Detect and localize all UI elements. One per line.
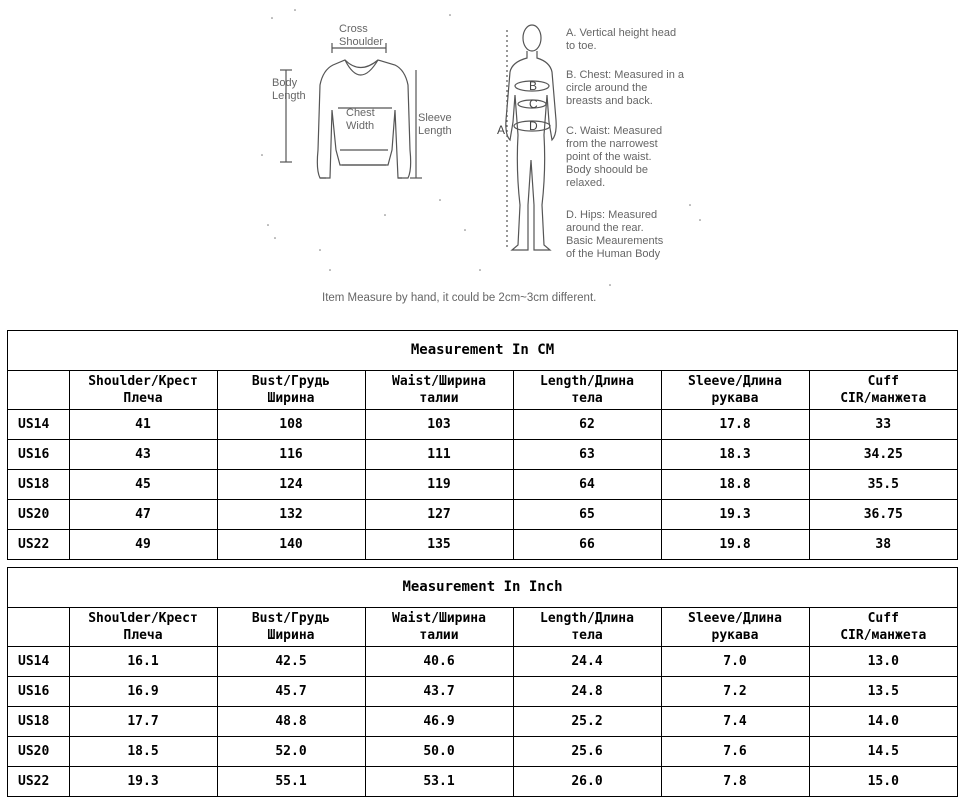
header-length: Length/Длина тела xyxy=(513,371,661,410)
table-row xyxy=(8,500,957,530)
value-cell: 24.4 xyxy=(513,647,661,677)
cross-shoulder-label: Cross Shoulder xyxy=(339,23,384,48)
note-b: B. Chest: Measured in a circle around the breasts and back. xyxy=(566,69,685,107)
header-length: Length/Длина тела xyxy=(513,608,661,647)
table-row xyxy=(8,677,957,707)
value-cell: 119 xyxy=(365,470,513,500)
value-cell: 127 xyxy=(365,500,513,530)
size-cell: US18 xyxy=(8,470,69,500)
value-cell: 65 xyxy=(513,500,661,530)
body-letter-a: A xyxy=(497,123,506,137)
header-shoulder: Shoulder/Крест Плеча xyxy=(69,371,217,410)
value-cell: 45.7 xyxy=(217,677,365,707)
value-cell: 25.6 xyxy=(513,737,661,767)
size-cell: US22 xyxy=(8,767,69,797)
sweater-and-body-illustration xyxy=(0,0,962,320)
size-cell: US16 xyxy=(8,677,69,707)
value-cell: 7.6 xyxy=(661,737,809,767)
header-shoulder: Shoulder/Крест Плеча xyxy=(69,608,217,647)
cm-table xyxy=(7,330,958,560)
inch-table-title: Measurement In Inch xyxy=(8,568,957,608)
value-cell: 16.9 xyxy=(69,677,217,707)
header-sleeve: Sleeve/Длина рукава xyxy=(661,608,809,647)
value-cell: 19.3 xyxy=(69,767,217,797)
value-cell: 35.5 xyxy=(809,470,957,500)
value-cell: 140 xyxy=(217,530,365,560)
cm-table-title: Measurement In CM xyxy=(8,331,957,371)
value-cell: 47 xyxy=(69,500,217,530)
table-row xyxy=(8,707,957,737)
header-cell xyxy=(8,371,69,410)
header-waist: Waist/Ширина талии xyxy=(365,371,513,410)
table-row xyxy=(8,647,957,677)
header-waist: Waist/Ширина талии xyxy=(365,608,513,647)
value-cell: 43 xyxy=(69,440,217,470)
size-cell: US22 xyxy=(8,530,69,560)
value-cell: 7.0 xyxy=(661,647,809,677)
value-cell: 111 xyxy=(365,440,513,470)
value-cell: 48.8 xyxy=(217,707,365,737)
value-cell: 52.0 xyxy=(217,737,365,767)
value-cell: 7.2 xyxy=(661,677,809,707)
size-cell: US16 xyxy=(8,440,69,470)
header-bust: Bust/Грудь Ширина xyxy=(217,608,365,647)
value-cell: 18.5 xyxy=(69,737,217,767)
sleeve-length-label: Sleeve Length xyxy=(418,112,452,137)
measurement-diagram xyxy=(0,0,962,320)
value-cell: 50.0 xyxy=(365,737,513,767)
value-cell: 66 xyxy=(513,530,661,560)
size-cell: US20 xyxy=(8,500,69,530)
value-cell: 24.8 xyxy=(513,677,661,707)
note-c: C. Waist: Measured from the narrowest point of the waist. Body shoould be relaxed. xyxy=(566,125,663,189)
value-cell: 25.2 xyxy=(513,707,661,737)
value-cell: 7.4 xyxy=(661,707,809,737)
table-row xyxy=(8,410,957,440)
cm-header-row xyxy=(8,371,957,410)
value-cell: 15.0 xyxy=(809,767,957,797)
table-row xyxy=(8,470,957,500)
value-cell: 16.1 xyxy=(69,647,217,677)
value-cell: 7.8 xyxy=(661,767,809,797)
value-cell: 46.9 xyxy=(365,707,513,737)
value-cell: 18.3 xyxy=(661,440,809,470)
chest-width-label: Chest Width xyxy=(346,107,375,132)
value-cell: 63 xyxy=(513,440,661,470)
value-cell: 64 xyxy=(513,470,661,500)
table-row xyxy=(8,440,957,470)
header-cell xyxy=(8,608,69,647)
value-cell: 45 xyxy=(69,470,217,500)
value-cell: 19.3 xyxy=(661,500,809,530)
value-cell: 34.25 xyxy=(809,440,957,470)
size-cell: US20 xyxy=(8,737,69,767)
value-cell: 49 xyxy=(69,530,217,560)
value-cell: 17.8 xyxy=(661,410,809,440)
body-letter-c: C xyxy=(529,97,538,111)
value-cell: 14.0 xyxy=(809,707,957,737)
note-a: A. Vertical height head to toe. xyxy=(566,27,677,52)
value-cell: 103 xyxy=(365,410,513,440)
measurement-footnote: Item Measure by hand, it could be 2cm~3cm different. xyxy=(322,292,597,304)
value-cell: 62 xyxy=(513,410,661,440)
note-d: D. Hips: Measured around the rear. Basic Meaurements of the Human Body xyxy=(566,209,664,260)
body-letter-b: B xyxy=(529,79,538,93)
value-cell: 26.0 xyxy=(513,767,661,797)
size-cell: US18 xyxy=(8,707,69,737)
value-cell: 13.0 xyxy=(809,647,957,677)
inch-header-row xyxy=(8,608,957,647)
value-cell: 17.7 xyxy=(69,707,217,737)
value-cell: 13.5 xyxy=(809,677,957,707)
header-cuff: Cuff CIR/манжета xyxy=(809,608,957,647)
value-cell: 19.8 xyxy=(661,530,809,560)
value-cell: 108 xyxy=(217,410,365,440)
value-cell: 116 xyxy=(217,440,365,470)
value-cell: 33 xyxy=(809,410,957,440)
size-cell: US14 xyxy=(8,647,69,677)
header-sleeve: Sleeve/Длина рукава xyxy=(661,371,809,410)
body-length-label: Body Length xyxy=(272,77,306,102)
value-cell: 43.7 xyxy=(365,677,513,707)
value-cell: 42.5 xyxy=(217,647,365,677)
inch-table xyxy=(7,567,958,797)
header-bust: Bust/Грудь Ширина xyxy=(217,371,365,410)
value-cell: 132 xyxy=(217,500,365,530)
head-icon xyxy=(523,25,541,51)
value-cell: 55.1 xyxy=(217,767,365,797)
body-letter-d: D xyxy=(529,119,538,133)
table-row xyxy=(8,737,957,767)
value-cell: 14.5 xyxy=(809,737,957,767)
value-cell: 40.6 xyxy=(365,647,513,677)
value-cell: 53.1 xyxy=(365,767,513,797)
value-cell: 38 xyxy=(809,530,957,560)
size-cell: US14 xyxy=(8,410,69,440)
value-cell: 18.8 xyxy=(661,470,809,500)
value-cell: 135 xyxy=(365,530,513,560)
table-row xyxy=(8,767,957,797)
table-row xyxy=(8,530,957,560)
value-cell: 124 xyxy=(217,470,365,500)
value-cell: 36.75 xyxy=(809,500,957,530)
header-cuff: Cuff CIR/манжета xyxy=(809,371,957,410)
value-cell: 41 xyxy=(69,410,217,440)
